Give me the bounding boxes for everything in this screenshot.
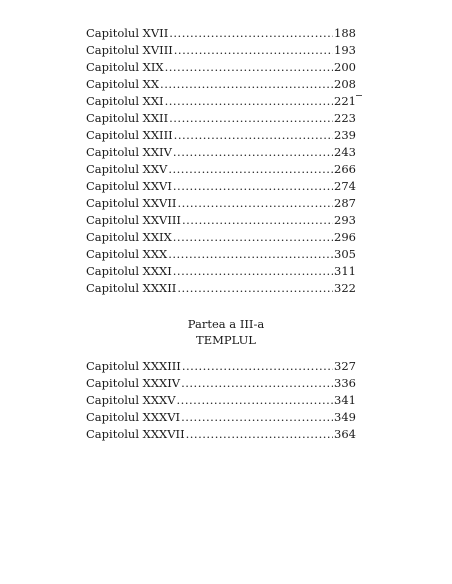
page-number: 208 bbox=[334, 77, 356, 91]
chapter-label: Capitolul XXX bbox=[86, 247, 168, 261]
dot-leader bbox=[177, 280, 333, 297]
dot-leader bbox=[182, 358, 333, 375]
toc-entry bbox=[86, 263, 356, 280]
dot-leader bbox=[168, 161, 333, 178]
page-number: 322 bbox=[334, 281, 356, 295]
page-number: 193 bbox=[334, 43, 356, 57]
dot-leader bbox=[181, 409, 333, 426]
toc-entry bbox=[86, 195, 356, 212]
part-title: TEMPLUL bbox=[196, 333, 256, 347]
toc-entry bbox=[86, 178, 356, 195]
chapter-label: Capitolul XXVI bbox=[86, 179, 172, 193]
chapter-label: Capitolul XVII bbox=[86, 26, 169, 40]
toc-entry bbox=[86, 161, 356, 178]
chapter-label: Capitolul XXXII bbox=[86, 281, 177, 295]
page-number: 305 bbox=[334, 247, 356, 261]
chapter-label: Capitolul XVIII bbox=[86, 43, 173, 57]
dot-leader bbox=[181, 375, 333, 392]
dot-leader bbox=[177, 392, 334, 409]
dot-leader bbox=[182, 212, 333, 229]
dot-leader bbox=[173, 263, 333, 280]
page-number: 364 bbox=[334, 427, 356, 441]
chapter-label: Capitolul XXXI bbox=[86, 264, 172, 278]
dot-leader bbox=[168, 246, 333, 263]
chapter-label: Capitolul XXV bbox=[86, 162, 168, 176]
toc-entry bbox=[86, 25, 356, 42]
toc-entry bbox=[86, 409, 356, 426]
toc-entry bbox=[86, 426, 356, 443]
toc-entry bbox=[86, 229, 356, 246]
page-number: 239 bbox=[334, 128, 356, 142]
toc-entry bbox=[86, 76, 356, 93]
chapter-label: Capitolul XXXIV bbox=[86, 376, 181, 390]
chapter-label: Capitolul XX bbox=[86, 77, 160, 91]
toc-entry bbox=[86, 110, 356, 127]
dot-leader bbox=[174, 42, 333, 59]
page-number: 293 bbox=[334, 213, 356, 227]
toc-entry bbox=[86, 212, 356, 229]
chapter-label: Capitolul XXVIII bbox=[86, 213, 181, 227]
chapter-label: Capitolul XXIII bbox=[86, 128, 173, 142]
toc-entry bbox=[86, 392, 356, 409]
margin-dash-mark bbox=[356, 95, 362, 96]
dot-leader bbox=[160, 76, 333, 93]
toc-entry bbox=[86, 127, 356, 144]
chapter-label: Capitolul XXIV bbox=[86, 145, 172, 159]
dot-leader bbox=[173, 229, 333, 246]
toc-entry bbox=[86, 42, 356, 59]
chapter-label: Capitolul XXXV bbox=[86, 393, 176, 407]
toc-entry bbox=[86, 358, 356, 375]
dot-leader bbox=[165, 59, 333, 76]
dot-leader bbox=[174, 127, 333, 144]
toc-list-part-two bbox=[86, 25, 356, 297]
chapter-label: Capitolul XXIX bbox=[86, 230, 172, 244]
page-number: 287 bbox=[334, 196, 356, 210]
page-number: 296 bbox=[334, 230, 356, 244]
dot-leader bbox=[165, 93, 333, 110]
toc-list-part-three bbox=[86, 358, 356, 443]
dot-leader bbox=[169, 25, 333, 42]
chapter-label: Capitolul XXXIII bbox=[86, 359, 181, 373]
page-number: 311 bbox=[334, 264, 356, 278]
page-number: 341 bbox=[334, 393, 356, 407]
dot-leader bbox=[169, 110, 333, 127]
chapter-label: Capitolul XXI bbox=[86, 94, 164, 108]
chapter-label: Capitolul XXVII bbox=[86, 196, 177, 210]
page-number: 327 bbox=[334, 359, 356, 373]
toc-entry bbox=[86, 280, 356, 297]
toc-entry bbox=[86, 246, 356, 263]
page-number: 336 bbox=[334, 376, 356, 390]
page-number: 188 bbox=[334, 26, 356, 40]
page-number: 221 bbox=[334, 94, 356, 108]
chapter-label: Capitolul XXXVII bbox=[86, 427, 185, 441]
chapter-label: Capitolul XXXVI bbox=[86, 410, 181, 424]
dot-leader bbox=[186, 426, 333, 443]
page-number: 266 bbox=[334, 162, 356, 176]
toc-entry bbox=[86, 375, 356, 392]
page-number: 243 bbox=[334, 145, 356, 159]
part-heading: Partea a III-a bbox=[187, 317, 265, 331]
dot-leader bbox=[173, 178, 333, 195]
dot-leader bbox=[173, 144, 333, 161]
toc-entry bbox=[86, 93, 356, 110]
page-number: 223 bbox=[334, 111, 356, 125]
page-number: 200 bbox=[334, 60, 356, 74]
chapter-label: Capitolul XIX bbox=[86, 60, 164, 74]
page-number: 349 bbox=[334, 410, 356, 424]
toc-entry bbox=[86, 59, 356, 76]
dot-leader bbox=[177, 195, 333, 212]
chapter-label: Capitolul XXII bbox=[86, 111, 169, 125]
toc-entry bbox=[86, 144, 356, 161]
page-number: 274 bbox=[334, 179, 356, 193]
